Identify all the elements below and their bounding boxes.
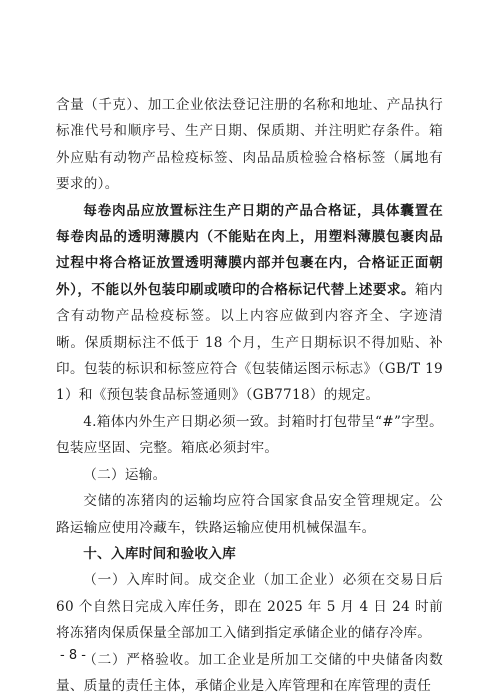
paragraph-warehousing-time: （一）入库时间。成交企业（加工企业）必须在交易日后 60 个自然日完成入库任务，即在 2025 年 5 月 4 日 24 时前将冻猪肉保质保量全部加工入储到指定承储企业的储存冷库。 bbox=[56, 572, 443, 642]
section-heading-warehousing: 十、入库时间和验收入库 bbox=[83, 545, 237, 562]
paragraph-transport: 交储的冻猪肉的运输均应符合国家食品安全管理规定。公路运输应使用冷藏车，铁路运输应使用机械保温车。 bbox=[56, 493, 443, 536]
page-number: - 8 - bbox=[60, 648, 86, 663]
document-body bbox=[56, 92, 443, 699]
paragraph-box-sealing: 4.箱体内外生产日期必须一致。封箱时打包带呈“#”字型。包装应坚固、完整。箱底必须封牢。 bbox=[56, 413, 443, 457]
paragraph-acceptance: （二）严格验收。加工企业是所加工交储的中央储备肉数量、质量的责任主体，承储企业是入库管理和在库管理的责任 bbox=[56, 651, 443, 694]
subheading-transport: （二）运输。 bbox=[83, 466, 167, 483]
paragraph-packaging-labels: 含量（千克）、加工企业依法登记注册的名称和地址、产品执行标准代号和顺序号、生产日期、保质期、并注明贮存条件。箱外应贴有动物产品检疫标签、肉品品质检验合格标签（属地有要求的）。 bbox=[56, 97, 443, 193]
paragraph-certificate-rest: 箱内含有动物产品检疫标签。以上内容应做到内容齐全、字迹清晰。保质期标注不低于 18 个月，生产日期标识不得加贴、补印。包装的标识和标签应符合《包装储运图示标志》（GB/T 191）和《预包装食品标签通则》（GB7718）的规定。 bbox=[56, 281, 443, 404]
paragraph-certificate bbox=[56, 198, 443, 409]
paragraph-certificate-emphasis: 每卷肉品应放置标注生产日期的产品合格证，具体囊置在每卷肉品的透明薄膜内（不能贴在肉上，用塑料薄膜包裹肉品过程中将合格证放置透明薄膜内部并包裹在内，合格证正面朝外），不能以外包装印刷或喷印的合格标记代替上述要求。 bbox=[56, 202, 443, 298]
